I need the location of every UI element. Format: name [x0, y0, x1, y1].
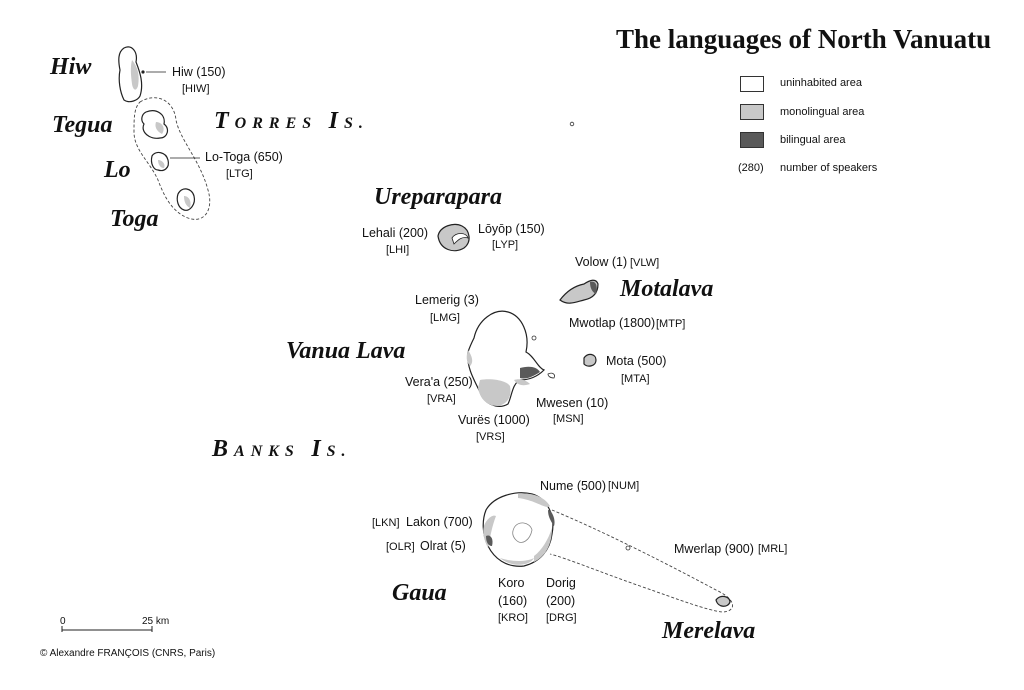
lang-hiw: Hiw (150) — [172, 65, 226, 79]
torres-initial: T — [214, 108, 235, 134]
lang-koro-count: (160) — [498, 594, 528, 608]
island-name-lo: Lo — [104, 157, 131, 183]
code-mota: [MTA] — [621, 373, 650, 385]
gaua-island — [483, 493, 554, 566]
islet — [570, 122, 574, 126]
code-volow: [VLW] — [630, 257, 660, 269]
lang-olrat: Olrat (5) — [420, 539, 466, 553]
map-title: The languages of North Vanuatu — [616, 24, 992, 54]
group-label-banks — [212, 436, 352, 463]
lang-mota: Mota (500) — [606, 354, 667, 368]
banks-rest: ANKS — [234, 443, 300, 460]
banks-is-rest: S. — [326, 443, 352, 460]
code-mwotlap: [MTP] — [656, 318, 686, 330]
legend-label-speakers: number of speakers — [780, 162, 878, 174]
lang-lakon: Lakon (700) — [406, 515, 473, 529]
mota-island — [584, 354, 596, 366]
code-lotoga: [LTG] — [226, 168, 253, 180]
lang-lotoga: Lo-Toga (650) — [205, 150, 283, 164]
banks-initial: B — [212, 436, 235, 462]
legend-swatch-monolingual — [740, 104, 764, 120]
island-name-motalava: Motalava — [620, 276, 714, 302]
ureparapara-island — [438, 224, 469, 250]
code-loyop: [LYP] — [492, 239, 519, 251]
island-name-hiw: Hiw — [50, 54, 92, 80]
legend-label-bilingual: bilingual area — [780, 134, 846, 146]
lang-veraa: Vera'a (250) — [405, 375, 473, 389]
lang-vures: Vurës (1000) — [458, 413, 530, 427]
legend-swatch-bilingual — [740, 132, 764, 148]
credit: © Alexandre FRANÇOIS (CNRS, Paris) — [40, 648, 216, 659]
lang-dorig-count: (200) — [546, 594, 576, 608]
code-koro: [KRO] — [498, 612, 528, 624]
code-lakon: [LKN] — [372, 517, 400, 529]
island-name-merelava: Merelava — [662, 618, 756, 644]
merelava-dashed-outline — [550, 510, 733, 612]
code-lehali: [LHI] — [386, 244, 410, 256]
scale-bar — [62, 626, 152, 632]
island-name-tegua: Tegua — [52, 112, 113, 138]
lang-lehali: Lehali (200) — [362, 226, 429, 240]
group-label-torres — [214, 108, 369, 135]
lang-koro: Koro — [498, 576, 525, 590]
legend-swatch-uninhabited — [740, 76, 764, 92]
toga-island — [177, 189, 194, 210]
island-name-gaua: Gaua — [392, 580, 447, 606]
lang-mwotlap: Mwotlap (1800) — [569, 316, 656, 330]
lang-mwesen: Mwesen (10) — [536, 396, 609, 410]
legend-label-uninhabited: uninhabited area — [780, 77, 862, 89]
torres-is-rest: S. — [343, 115, 369, 132]
lang-volow: Volow (1) — [575, 255, 628, 269]
tegua-island — [142, 111, 168, 139]
islet — [626, 546, 630, 550]
code-vures: [VRS] — [476, 431, 505, 443]
lang-dorig: Dorig — [546, 576, 576, 590]
lang-mwerlap: Mwerlap (900) — [674, 542, 754, 556]
code-mwesen: [MSN] — [553, 413, 584, 425]
island-name-vanua-lava: Vanua Lava — [286, 338, 406, 364]
lang-nume: Nume (500) — [540, 479, 606, 493]
torres-rest: ORRES — [234, 115, 318, 132]
lang-loyop: Lōyōp (150) — [478, 222, 545, 236]
code-hiw: [HIW] — [182, 83, 210, 95]
code-nume: [NUM] — [608, 480, 640, 492]
scale-distance: 25 km — [142, 616, 170, 627]
torres-is-initial: I — [328, 108, 344, 134]
legend-label-monolingual: monolingual area — [780, 106, 865, 118]
banks-is-initial: I — [311, 436, 327, 462]
motalava-island — [560, 280, 598, 303]
vanua-lava-island — [467, 311, 555, 406]
code-lemerig: [LMG] — [430, 312, 460, 324]
code-olrat: [OLR] — [386, 541, 415, 553]
merelava-island — [716, 596, 730, 606]
lang-lemerig: Lemerig (3) — [415, 293, 479, 307]
code-mwerlap: [MRL] — [758, 543, 788, 555]
island-name-toga: Toga — [110, 206, 159, 232]
legend-speakers-sample: (280) — [738, 162, 764, 174]
hiw-island — [119, 47, 166, 102]
island-name-ureparapara: Ureparapara — [374, 184, 503, 210]
code-veraa: [VRA] — [427, 393, 456, 405]
scale-zero: 0 — [60, 616, 66, 627]
code-dorig: [DRG] — [546, 612, 577, 624]
lo-island — [151, 153, 200, 171]
